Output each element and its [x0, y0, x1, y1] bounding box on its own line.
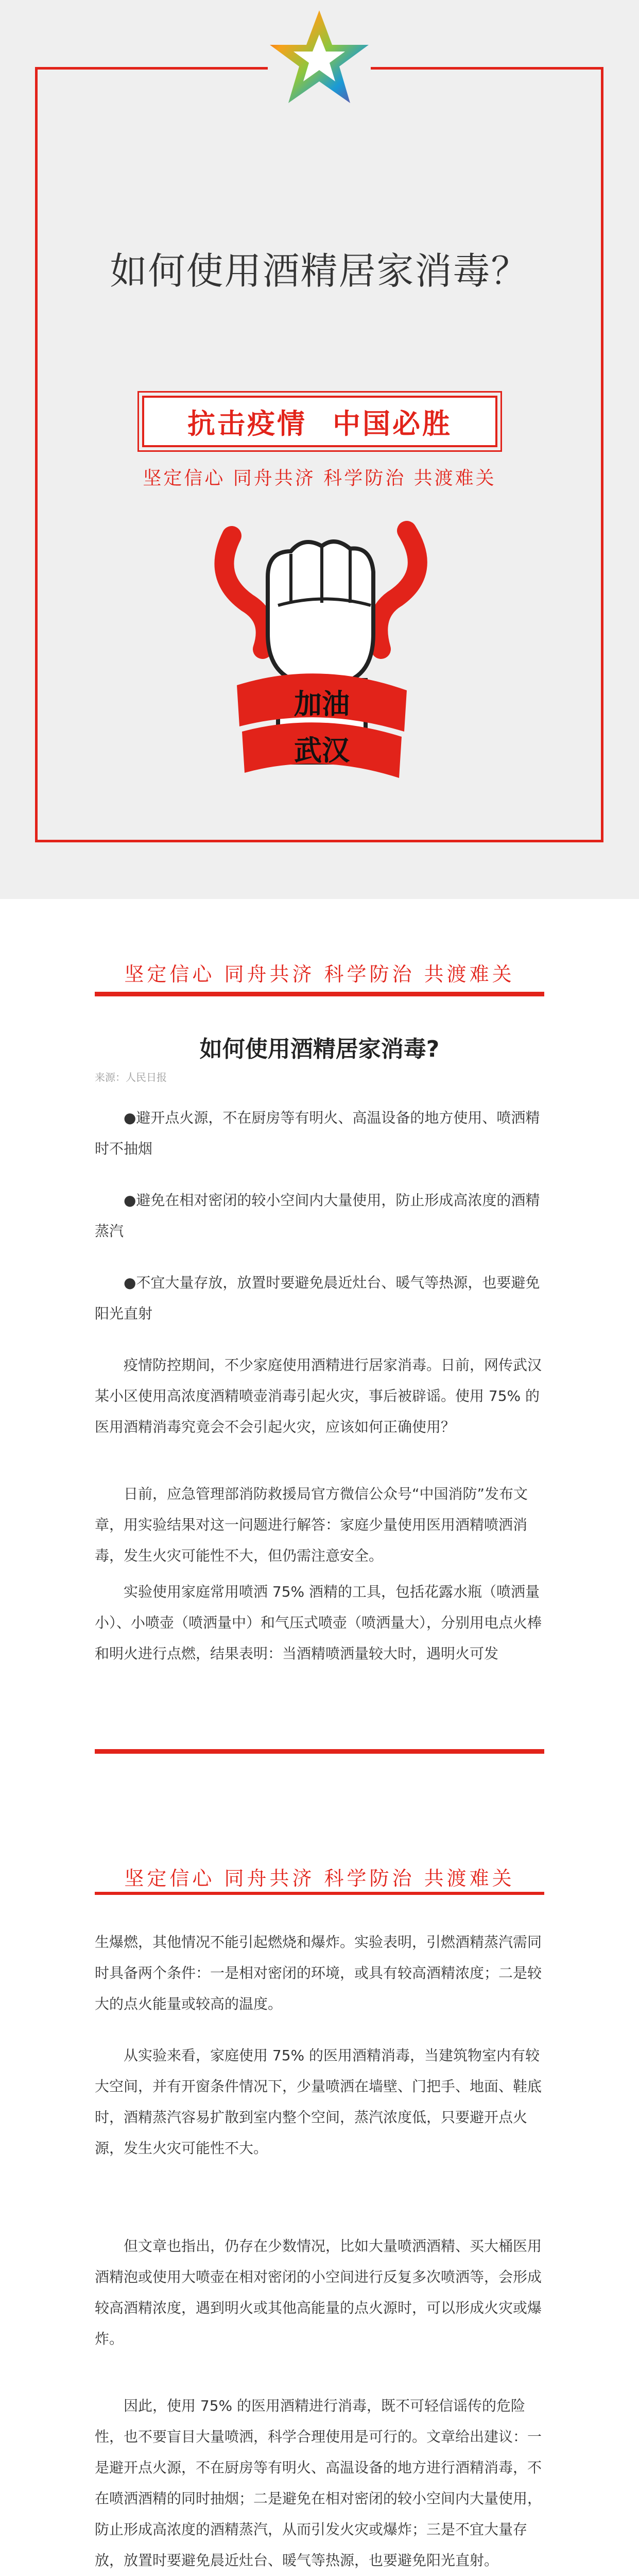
paragraph-text: 因此，使用 75% 的医用酒精进行消毒，既不可轻信谣传的危险性，也不要盲目大量喷洒，科学合理使用是可行的。文章给出建议：一是避开点火源，不在厨房等有明火、高温设备的地方进行酒精消毒，不在喷洒酒精的同时抽烟；二是避免在相对密闭的较小空间内大量使用，防止形成高浓度的酒精蒸汽，从而引发火灾或爆炸；三是不宜大量存放，放置时要避免晨近灶台、暖气等热源，也要避免阳光直射。 — [95, 2397, 542, 2569]
slogan-left: 抗击疫情 — [187, 406, 307, 440]
body-paragraph — [95, 1479, 544, 1571]
raised-fist-illustration — [201, 515, 438, 804]
paragraph-text: 日前，应急管理部消防救援局官方微信公众号“中国消防”发布文章，用实验结果对这一问题进行解答：家庭少量使用医用酒精喷洒消毒，发生火灾可能性不大，但仍需注意安全。 — [95, 1485, 528, 1564]
slogan-banner — [142, 396, 497, 447]
red-divider — [95, 992, 544, 996]
paragraph-text: 生爆燃，其他情况不能引起燃烧和爆炸。实验表明，引燃酒精蒸汽需同时具备两个条件：一是相对密闭的环境，或具有较高酒精浓度；二是较大的点火能量或较高的温度。 — [95, 1934, 542, 2012]
body-paragraph — [95, 2040, 544, 2164]
bullet-text: ●不宜大量存放，放置时要避免晨近灶台、暖气等热源，也要避免阳光直射 — [95, 1274, 540, 1322]
fist-text-1: 加油 — [294, 687, 350, 720]
fist-text-2: 武汉 — [294, 734, 350, 767]
body-paragraph — [95, 1350, 544, 1443]
paragraph-text: 疫情防控期间，不少家庭使用酒精进行居家消毒。日前，网传武汉某小区使用高浓度酒精喷壶消毒引起火灾，事后被辟谣。使用 75% 的医用酒精消毒究竟会不会引起火灾，应该如何正确使用？ — [95, 1357, 542, 1435]
rainbow-star-icon — [268, 6, 371, 109]
article-source: 来源：人民日报 — [95, 1071, 167, 1083]
bullet-paragraph — [95, 1103, 544, 1164]
body-paragraph — [95, 2231, 544, 2354]
paragraph-text: 实验使用家庭常用喷洒 75% 酒精的工具，包括花露水瓶（喷洒量小）、小喷壶（喷洒量中）和气压式喷壶（喷洒量大），分别用电点火棒和明火进行点燃，结果表明：当酒精喷洒量较大时，遇明火可发 — [95, 1583, 542, 1662]
cover-panel — [0, 0, 639, 899]
red-divider — [95, 1892, 544, 1895]
section-slogan: 坚定信心 同舟共济 科学防治 共渡难关 — [124, 1867, 515, 1890]
body-paragraph — [95, 1927, 544, 2020]
body-paragraph — [95, 2391, 544, 2576]
cover-subtitle: 坚定信心 同舟共济 科学防治 共渡难关 — [143, 468, 496, 489]
bullet-text: ●避免在相对密闭的较小空间内大量使用，防止形成高浓度的酒精蒸汽 — [95, 1192, 540, 1240]
cover-title: 如何使用酒精居家消毒？ — [110, 249, 529, 293]
article-title: 如何使用酒精居家消毒? — [199, 1036, 440, 1062]
body-paragraph — [95, 1577, 544, 1669]
bullet-paragraph — [95, 1185, 544, 1247]
section-slogan: 坚定信心 同舟共济 科学防治 共渡难关 — [124, 963, 515, 986]
red-divider — [95, 1749, 544, 1754]
bullet-text: ●避开点火源，不在厨房等有明火、高温设备的地方使用、喷洒精时不抽烟 — [95, 1109, 540, 1157]
slogan-right: 中国必胜 — [333, 406, 452, 440]
bullet-paragraph — [95, 1267, 544, 1329]
paragraph-text: 但文章也指出，仍存在少数情况，比如大量喷洒酒精、买大桶医用酒精泡或使用大喷壶在相对密闭的小空间进行反复多次喷洒等，会形成较高酒精浓度，遇到明火或其他高能量的点火源时，可以形成火灾或爆炸。 — [95, 2238, 542, 2347]
paragraph-text: 从实验来看，家庭使用 75% 的医用酒精消毒，当建筑物室内有较大空间，并有开窗条件情况下，少量喷洒在墙壁、门把手、地面、鞋底时，酒精蒸汽容易扩散到室内整个空间，蒸汽浓度低，只要避开点火源，发生火灾可能性不大。 — [95, 2047, 542, 2157]
